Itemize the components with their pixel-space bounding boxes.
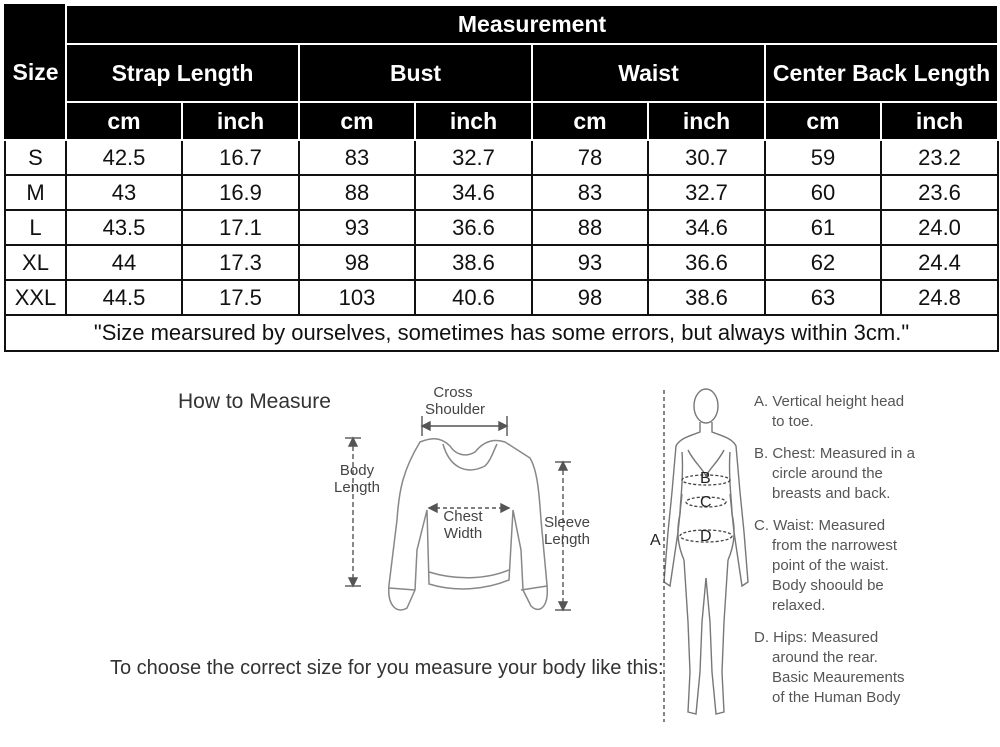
value-cell: 38.6 — [415, 245, 532, 280]
value-cell: 62 — [765, 245, 881, 280]
definition-line: relaxed. — [772, 597, 826, 614]
value-cell: 98 — [299, 245, 415, 280]
value-cell: 32.7 — [415, 140, 532, 175]
definition-a — [754, 392, 994, 432]
unit-header: inch — [182, 102, 299, 140]
value-cell: 44 — [66, 245, 182, 280]
size-column-header: Size — [5, 5, 66, 140]
value-cell: 24.0 — [881, 210, 998, 245]
value-cell: 36.6 — [648, 245, 765, 280]
value-cell: 17.3 — [182, 245, 299, 280]
size-cell: L — [5, 210, 66, 245]
value-cell: 30.7 — [648, 140, 765, 175]
value-cell: 61 — [765, 210, 881, 245]
label-d: D — [700, 528, 712, 545]
definition-line: Basic Meaurements — [772, 669, 905, 686]
size-chart-table — [4, 4, 999, 352]
value-cell: 78 — [532, 140, 648, 175]
value-cell: 88 — [532, 210, 648, 245]
table-row — [5, 210, 998, 245]
body-length-label: Body Length — [334, 462, 380, 496]
body-figure-diagram — [650, 382, 760, 742]
value-cell: 24.4 — [881, 245, 998, 280]
note-row — [5, 315, 998, 351]
center-back-length-header: Center Back Length — [765, 44, 998, 102]
definition-c — [754, 516, 994, 616]
value-cell: 17.1 — [182, 210, 299, 245]
chest-width-label: Chest Width — [443, 508, 483, 542]
label-b: B — [700, 470, 711, 487]
value-cell: 103 — [299, 280, 415, 315]
unit-header: cm — [765, 102, 881, 140]
value-cell: 98 — [532, 280, 648, 315]
value-cell: 32.7 — [648, 175, 765, 210]
value-cell: 40.6 — [415, 280, 532, 315]
human-body-illustration — [650, 382, 760, 742]
value-cell: 83 — [532, 175, 648, 210]
size-cell: M — [5, 175, 66, 210]
definition-d — [754, 628, 994, 708]
definition-line: to toe. — [772, 413, 814, 430]
definition-line: of the Human Body — [772, 689, 901, 706]
unit-header: cm — [66, 102, 182, 140]
size-cell: XL — [5, 245, 66, 280]
value-cell: 16.7 — [182, 140, 299, 175]
value-cell: 23.2 — [881, 140, 998, 175]
label-c: C — [700, 494, 712, 511]
unit-header: inch — [881, 102, 998, 140]
definition-line: from the narrowest — [772, 537, 898, 554]
waist-header: Waist — [532, 44, 765, 102]
definition-line: breasts and back. — [772, 485, 891, 502]
value-cell: 34.6 — [648, 210, 765, 245]
value-cell: 23.6 — [881, 175, 998, 210]
value-cell: 83 — [299, 140, 415, 175]
definition-line: D. Hips: Measured — [754, 629, 879, 646]
measurement-header: Measurement — [66, 5, 998, 44]
value-cell: 17.5 — [182, 280, 299, 315]
measurement-definitions — [754, 392, 994, 720]
table-row — [5, 175, 998, 210]
definition-line: A. Vertical height head — [754, 393, 905, 410]
value-cell: 38.6 — [648, 280, 765, 315]
garment-diagram — [325, 380, 605, 620]
value-cell: 24.8 — [881, 280, 998, 315]
cross-shoulder-label: Cross Shoulder — [425, 384, 486, 418]
table-row — [5, 280, 998, 315]
choose-size-instruction: To choose the correct size for you measure your body like this: — [110, 657, 664, 679]
unit-header: cm — [532, 102, 648, 140]
definition-line: C. Waist: Measured — [754, 517, 886, 534]
how-to-measure-title: How to Measure — [178, 390, 331, 413]
value-cell: 60 — [765, 175, 881, 210]
definition-b — [754, 444, 994, 504]
value-cell: 42.5 — [66, 140, 182, 175]
definition-line: point of the waist. — [772, 557, 889, 574]
value-cell: 88 — [299, 175, 415, 210]
unit-header: cm — [299, 102, 415, 140]
size-cell: S — [5, 140, 66, 175]
label-a: A — [650, 532, 661, 549]
value-cell: 63 — [765, 280, 881, 315]
bust-header: Bust — [299, 44, 532, 102]
value-cell: 36.6 — [415, 210, 532, 245]
sleeve-length-label: Sleeve Length — [544, 514, 590, 548]
size-cell: XXL — [5, 280, 66, 315]
value-cell: 44.5 — [66, 280, 182, 315]
value-cell: 16.9 — [182, 175, 299, 210]
definition-line: around the rear. — [772, 649, 878, 666]
value-cell: 34.6 — [415, 175, 532, 210]
unit-header: inch — [648, 102, 765, 140]
value-cell: 93 — [299, 210, 415, 245]
measurement-note: "Size mearsured by ourselves, sometimes has some errors, but always within 3cm." — [5, 315, 998, 351]
value-cell: 43 — [66, 175, 182, 210]
table-row — [5, 245, 998, 280]
definition-line: circle around the — [772, 465, 883, 482]
definition-line: Body shoould be — [772, 577, 884, 594]
value-cell: 43.5 — [66, 210, 182, 245]
table-row — [5, 140, 998, 175]
value-cell: 59 — [765, 140, 881, 175]
unit-header: inch — [415, 102, 532, 140]
strap-length-header: Strap Length — [66, 44, 299, 102]
definition-line: B. Chest: Measured in a — [754, 445, 915, 462]
value-cell: 93 — [532, 245, 648, 280]
